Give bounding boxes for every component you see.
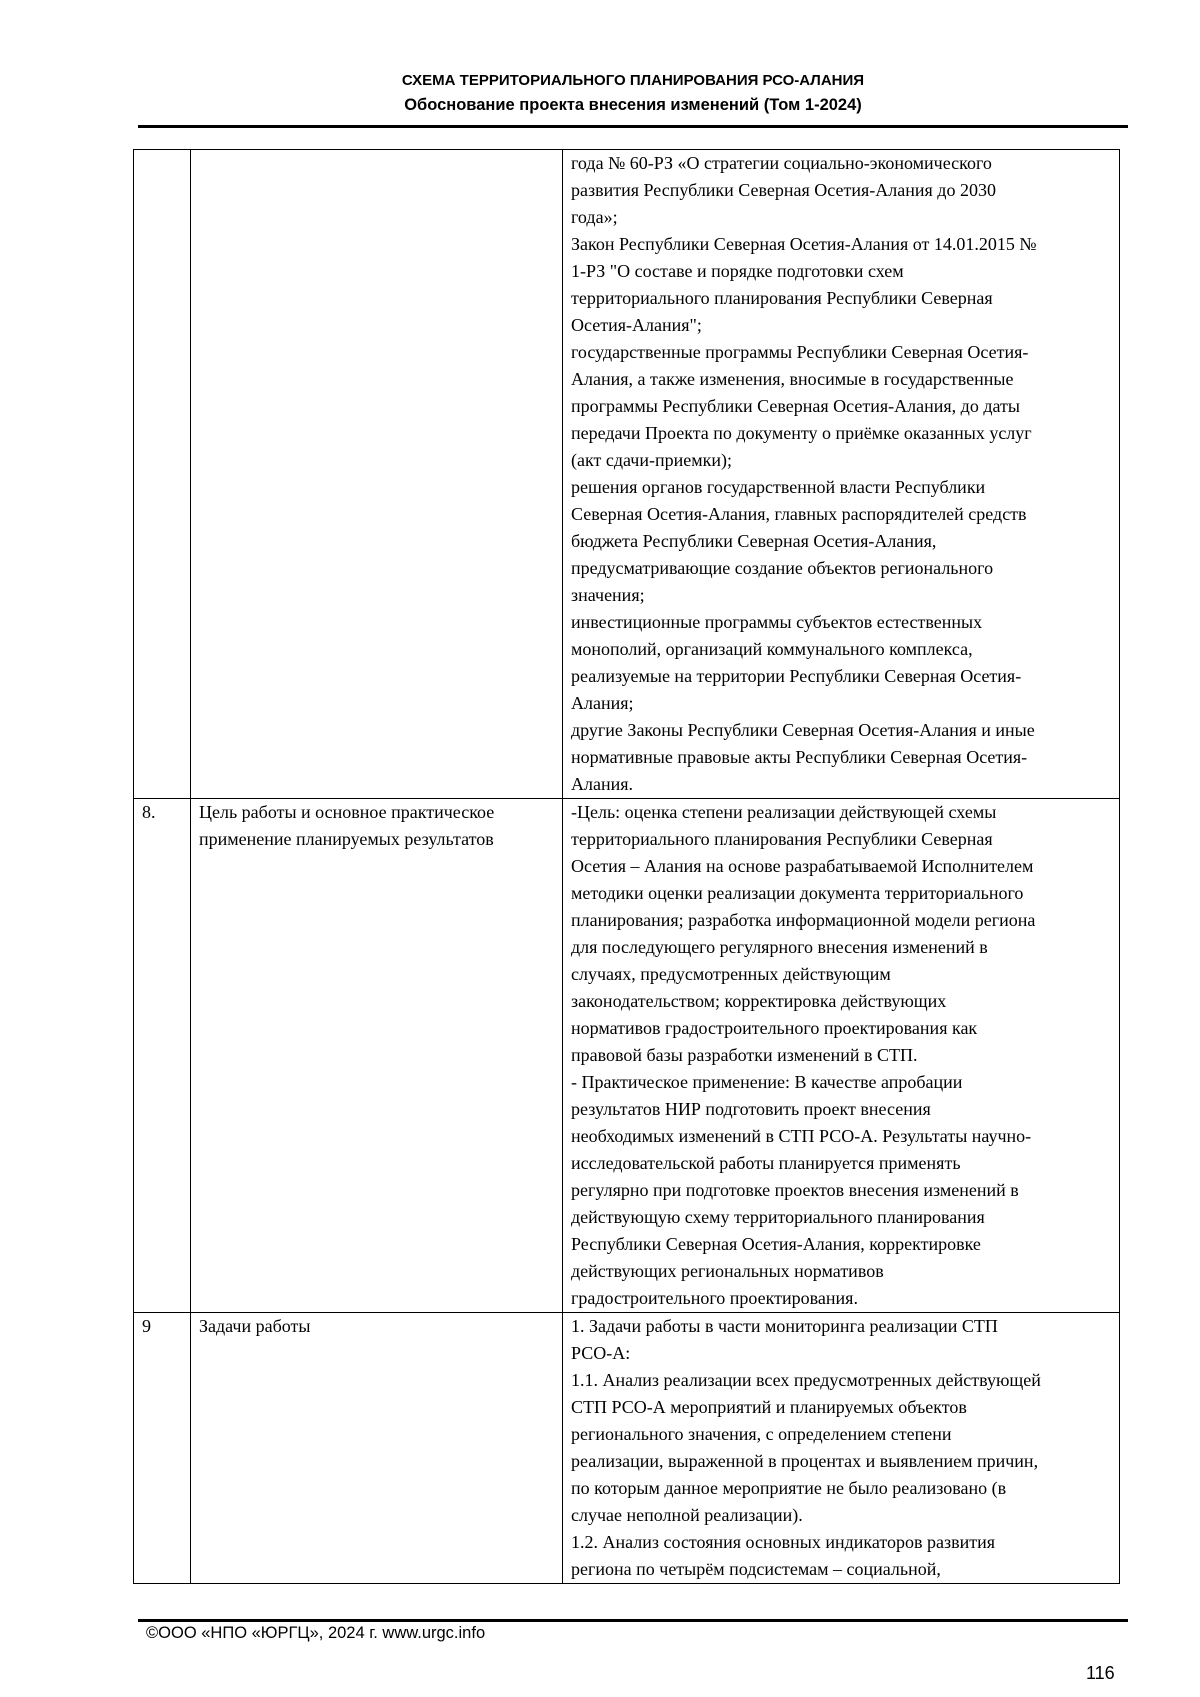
row-content-line: Осетия – Алания на основе разрабатываемой Исполнителем bbox=[571, 856, 1034, 876]
row-title bbox=[191, 799, 563, 1313]
row-content-line: РСО-А: bbox=[571, 1343, 631, 1363]
row-content-line: - Практическое применение: В качестве апробации bbox=[571, 1072, 963, 1092]
row-title bbox=[191, 1313, 563, 1584]
row-content-line: необходимых изменений в СТП РСО-А. Результаты научно- bbox=[571, 1126, 1032, 1146]
row-content-line: 1.2. Анализ состояния основных индикаторов развития bbox=[571, 1532, 996, 1552]
row-content-line: по которым данное мероприятие не было реализовано (в bbox=[571, 1478, 1007, 1498]
row-content-line: решения органов государственной власти Республики bbox=[571, 477, 986, 497]
requirements-table bbox=[133, 149, 1120, 1584]
row-content-line: методики оценки реализации документа территориального bbox=[571, 883, 1024, 903]
row-content-line: законодательством; корректировка действующих bbox=[571, 991, 947, 1011]
page-header bbox=[138, 70, 1128, 118]
row-content-line: -Цель: оценка степени реализации действующей схемы bbox=[571, 802, 997, 822]
row-content-line: передачи Проекта по документу о приёмке оказанных услуг bbox=[571, 423, 1032, 443]
row-content-line: 1. Задачи работы в части мониторинга реализации СТП bbox=[571, 1316, 998, 1336]
row-content-line: Республики Северная Осетия-Алания, корректировке bbox=[571, 1234, 981, 1254]
row-content-line: предусматривающие создание объектов регионального bbox=[571, 558, 994, 578]
row-content-line: для последующего регулярного внесения изменений в bbox=[571, 937, 988, 957]
row-content-line: регионального значения, с определением степени bbox=[571, 1424, 952, 1444]
row-content bbox=[563, 150, 1120, 799]
row-content-line: правовой базы разработки изменений в СТП. bbox=[571, 1045, 918, 1065]
table-row bbox=[134, 1313, 1120, 1584]
row-content-line: действующих региональных нормативов bbox=[571, 1261, 884, 1281]
row-content-line: регулярно при подготовке проектов внесения изменений в bbox=[571, 1180, 1019, 1200]
row-content-line: государственные программы Республики Северная Осетия- bbox=[571, 342, 1029, 362]
row-content-line: бюджета Республики Северная Осетия-Алания, bbox=[571, 531, 937, 551]
row-content-line: монополий, организаций коммунального комплекса, bbox=[571, 639, 973, 659]
footer-rule bbox=[138, 1619, 1128, 1622]
footer-copyright: ©ООО «НПО «ЮРГЦ», 2024 г. www.urgc.info bbox=[146, 1624, 486, 1642]
row-title-line: Задачи работы bbox=[199, 1316, 311, 1336]
row-title-line: Цель работы и основное практическое bbox=[199, 802, 495, 822]
row-content-line: года»; bbox=[571, 207, 618, 227]
table-row bbox=[134, 150, 1120, 799]
row-content-line: территориального планирования Республики Северная bbox=[571, 288, 993, 308]
row-title bbox=[191, 150, 563, 799]
row-content-line: Алания; bbox=[571, 693, 634, 713]
page-number: 116 bbox=[1086, 1663, 1115, 1683]
row-content bbox=[563, 1313, 1120, 1584]
table-row bbox=[134, 799, 1120, 1313]
row-content-line: года № 60-РЗ «О стратегии социально-экономического bbox=[571, 153, 992, 173]
row-content-line: действующую схему территориального планирования bbox=[571, 1207, 985, 1227]
row-content-line: другие Законы Республики Северная Осетия-Алания и иные bbox=[571, 720, 1035, 740]
row-number: 9 bbox=[134, 1313, 191, 1584]
row-content-line: случаях, предусмотренных действующим bbox=[571, 964, 891, 984]
row-content-line: 1-РЗ "О составе и порядке подготовки схем bbox=[571, 261, 904, 281]
row-content-line: (акт сдачи-приемки); bbox=[571, 450, 732, 470]
row-content-line: исследовательской работы планируется применять bbox=[571, 1153, 961, 1173]
row-content-line: градостроительного проектирования. bbox=[571, 1288, 858, 1308]
row-content-line: программы Республики Северная Осетия-Алания, до даты bbox=[571, 396, 1020, 416]
row-content-line: нормативов градостроительного проектирования как bbox=[571, 1018, 978, 1038]
row-content-line: Алания, а также изменения, вносимые в государственные bbox=[571, 369, 1014, 389]
row-content-line: значения; bbox=[571, 585, 645, 605]
header-title: СХЕМА ТЕРРИТОРИАЛЬНОГО ПЛАНИРОВАНИЯ РСО-АЛАНИЯ bbox=[401, 72, 865, 89]
row-content-line: планирования; разработка информационной модели региона bbox=[571, 910, 1036, 930]
row-content-line: региона по четырём подсистемам – социальной, bbox=[571, 1559, 941, 1579]
row-content-line: инвестиционные программы субъектов естественных bbox=[571, 612, 983, 632]
header-rule bbox=[138, 125, 1128, 128]
row-number bbox=[134, 150, 191, 799]
header-subtitle: Обоснование проекта внесения изменений (Том 1-2024) bbox=[404, 96, 862, 114]
row-content-line: 1.1. Анализ реализации всех предусмотренных действующей bbox=[571, 1370, 1041, 1390]
row-content-line: территориального планирования Республики Северная bbox=[571, 829, 993, 849]
row-content-line: результатов НИР подготовить проект внесения bbox=[571, 1099, 931, 1119]
row-content-line: Алания. bbox=[571, 774, 634, 794]
row-content-line: развития Республики Северная Осетия-Алания до 2030 bbox=[571, 180, 996, 200]
row-content-line: реализации, выраженной в процентах и выявлением причин, bbox=[571, 1451, 1039, 1471]
row-content-line: СТП РСО-А мероприятий и планируемых объектов bbox=[571, 1397, 967, 1417]
row-content-line: Северная Осетия-Алания, главных распорядителей средств bbox=[571, 504, 1027, 524]
row-content-line: Закон Республики Северная Осетия-Алания от 14.01.2015 № bbox=[571, 234, 1037, 254]
row-content-line: Осетия-Алания"; bbox=[571, 315, 702, 335]
row-title-line: применение планируемых результатов bbox=[199, 829, 494, 849]
row-content-line: случае неполной реализации). bbox=[571, 1505, 803, 1525]
row-content-line: реализуемые на территории Республики Северная Осетия- bbox=[571, 666, 1022, 686]
row-number: 8. bbox=[134, 799, 191, 1313]
row-content bbox=[563, 799, 1120, 1313]
row-content-line: нормативные правовые акты Республики Северная Осетия- bbox=[571, 747, 1028, 767]
